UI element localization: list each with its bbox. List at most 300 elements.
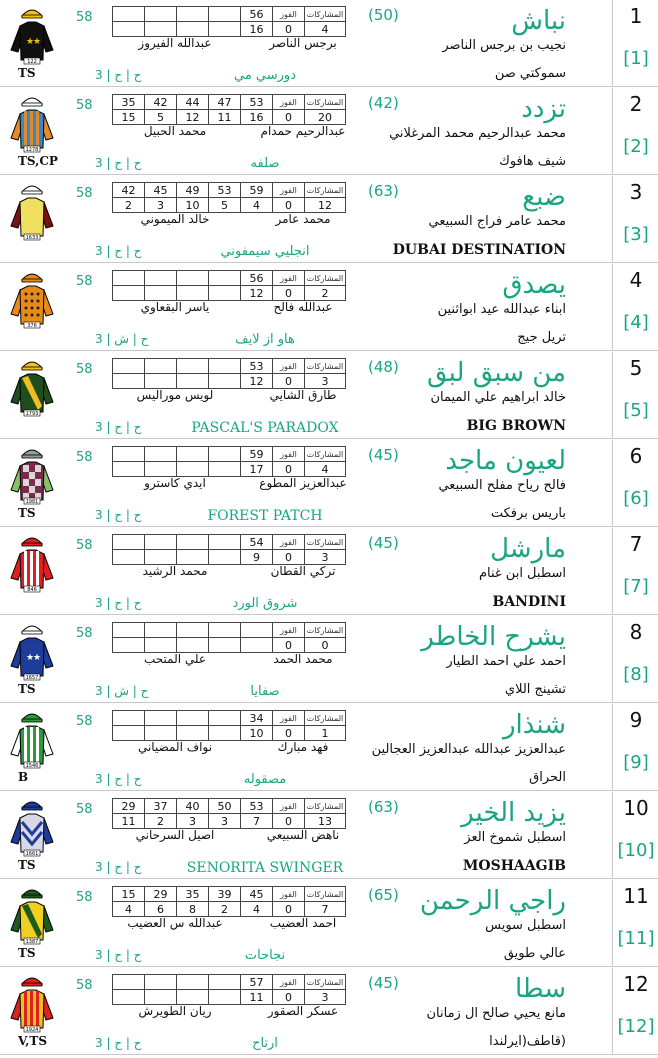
form-rating-cell: 57 xyxy=(241,975,273,990)
form-position-cell: 10 xyxy=(241,726,273,741)
trainer-name: تركي القطان xyxy=(270,564,336,578)
carried-weight: 58 xyxy=(76,10,93,25)
starts-count: 20 xyxy=(305,110,346,125)
form-position-cell: 3 xyxy=(177,814,209,829)
horse-name[interactable]: من سبق لبق xyxy=(426,358,566,388)
form-position-cell xyxy=(209,462,241,477)
sire-name: شيف هافوك xyxy=(499,154,566,169)
horse-row[interactable] xyxy=(0,704,658,791)
horse-row[interactable] xyxy=(0,352,658,439)
starts-label: المشاركات xyxy=(305,183,346,198)
svg-text:★: ★ xyxy=(26,653,35,663)
form-rating-cell xyxy=(209,359,241,374)
horse-number: 2 xyxy=(629,92,643,116)
owner-name: اسطبل شموخ العز xyxy=(464,830,566,845)
form-position-cell xyxy=(177,638,209,653)
starts-label: المشاركات xyxy=(305,359,346,374)
form-rating-cell: 53 xyxy=(241,359,273,374)
wins-count: 0 xyxy=(273,198,305,213)
horse-name[interactable]: يزيد الخير xyxy=(461,798,566,828)
trainer-name: احمد العضيب xyxy=(269,916,337,930)
jockey-silks-icon xyxy=(8,532,56,594)
form-position-cell xyxy=(145,462,177,477)
race-code: ح | ح | 3 xyxy=(95,772,142,786)
horse-number: 12 xyxy=(623,972,649,996)
horse-name[interactable]: نباش xyxy=(511,6,566,36)
starts-label: المشاركات xyxy=(305,95,346,110)
draw-number: [8] xyxy=(623,664,649,685)
form-rating-cell xyxy=(177,447,209,462)
horse-rating: (63) xyxy=(368,798,399,816)
jockey-silks-icon xyxy=(8,92,56,154)
jockey-silks-icon xyxy=(8,444,56,506)
form-rating-cell xyxy=(177,271,209,286)
form-position-cell xyxy=(177,22,209,37)
starts-count: 4 xyxy=(305,22,346,37)
form-rating-cell xyxy=(145,359,177,374)
horse-rating: (50) xyxy=(368,6,399,24)
draw-number: [1] xyxy=(623,48,649,69)
form-rating-cell xyxy=(177,535,209,550)
sire-name: الحراق xyxy=(529,770,566,785)
form-position-cell: 16 xyxy=(241,22,273,37)
wins-label: الفوز xyxy=(273,95,305,110)
form-rating-cell xyxy=(177,623,209,638)
form-position-cell: 10 xyxy=(177,198,209,213)
form-rating-cell: 53 xyxy=(209,183,241,198)
form-rating-cell xyxy=(145,535,177,550)
form-table xyxy=(112,886,346,917)
form-rating-cell: 29 xyxy=(113,799,145,814)
form-position-cell xyxy=(145,286,177,301)
form-position-cell: 16 xyxy=(241,110,273,125)
horse-row[interactable] xyxy=(0,880,658,967)
starts-count: 12 xyxy=(305,198,346,213)
form-position-cell: 2 xyxy=(209,902,241,917)
horse-row[interactable] xyxy=(0,440,658,527)
horse-number: 8 xyxy=(629,620,643,644)
form-rating-cell: 56 xyxy=(241,7,273,22)
race-code: ح | ش | 3 xyxy=(95,332,149,346)
wins-count: 0 xyxy=(273,374,305,389)
form-position-cell xyxy=(177,726,209,741)
starts-count: 0 xyxy=(305,638,346,653)
form-position-cell: 12 xyxy=(241,286,273,301)
dam-name: مصقوله xyxy=(243,772,287,787)
svg-text:1657: 1657 xyxy=(25,675,39,681)
form-rating-cell: 40 xyxy=(177,799,209,814)
form-rating-cell xyxy=(177,711,209,726)
form-rating-cell xyxy=(209,623,241,638)
form-position-cell: 11 xyxy=(209,110,241,125)
jockey-silks-icon xyxy=(8,180,56,242)
jockey-name: ايدي كاسترو xyxy=(144,476,206,490)
form-rating-cell xyxy=(209,7,241,22)
form-position-cell xyxy=(113,462,145,477)
carried-weight: 58 xyxy=(76,802,93,817)
horse-name[interactable]: شنذار xyxy=(502,710,566,740)
horse-number: 9 xyxy=(629,708,643,732)
form-rating-cell: 45 xyxy=(145,183,177,198)
form-position-cell xyxy=(145,638,177,653)
form-position-cell: 6 xyxy=(145,902,177,917)
draw-number: [7] xyxy=(623,576,649,597)
wins-label: الفوز xyxy=(273,799,305,814)
svg-text:376: 376 xyxy=(27,323,37,329)
dam-name: نجاحات xyxy=(244,948,286,963)
form-position-cell: 2 xyxy=(113,198,145,213)
horse-name[interactable]: راجي الرحمن xyxy=(419,886,566,916)
horse-row[interactable] xyxy=(0,0,658,87)
form-rating-cell xyxy=(145,7,177,22)
starts-count: 3 xyxy=(305,374,346,389)
owner-name: اسطبل ابن غنام xyxy=(478,566,566,581)
wins-label: الفوز xyxy=(273,7,305,22)
wins-label: الفوز xyxy=(273,711,305,726)
form-rating-cell xyxy=(113,359,145,374)
jockey-silks-icon xyxy=(8,884,56,946)
equipment-code: TS xyxy=(18,66,36,80)
race-code: ح | ح | 3 xyxy=(95,156,142,170)
form-rating-cell xyxy=(145,271,177,286)
horse-rating: (63) xyxy=(368,182,399,200)
form-rating-cell: 44 xyxy=(177,95,209,110)
horse-name[interactable]: لعيون ماجد xyxy=(445,446,566,476)
svg-text:★: ★ xyxy=(26,37,35,47)
svg-text:846: 846 xyxy=(27,587,37,593)
owner-name: عبدالعزيز عبدالله عبدالعزيز العجالين xyxy=(371,742,566,757)
sire-name: باريس برفكت xyxy=(490,506,566,521)
form-position-cell: 17 xyxy=(241,462,273,477)
horse-number: 5 xyxy=(629,356,643,380)
race-code: ح | ح | 3 xyxy=(95,244,142,258)
owner-name: ابناء عبدالله عيد ابواثنين xyxy=(437,302,566,317)
carried-weight: 58 xyxy=(76,890,93,905)
form-position-cell xyxy=(209,990,241,1005)
form-position-cell xyxy=(145,726,177,741)
draw-number: [5] xyxy=(623,400,649,421)
carried-weight: 58 xyxy=(76,978,93,993)
horse-rating: (45) xyxy=(368,974,399,992)
equipment-code: TS,CP xyxy=(18,154,58,168)
starts-count: 1 xyxy=(305,726,346,741)
horse-row[interactable] xyxy=(0,176,658,263)
horse-name[interactable]: يشرح الخاطر xyxy=(421,622,566,652)
horse-row[interactable] xyxy=(0,264,658,351)
horse-number: 1 xyxy=(629,4,643,28)
carried-weight: 58 xyxy=(76,186,93,201)
form-rating-cell: 45 xyxy=(241,887,273,902)
owner-name: خالد ابراهيم علي الميمان xyxy=(430,390,566,405)
trainer-name: عبدالله فالح xyxy=(273,300,333,314)
wins-count: 0 xyxy=(273,462,305,477)
form-rating-cell xyxy=(209,447,241,462)
starts-label: المشاركات xyxy=(305,447,346,462)
equipment-code: TS xyxy=(18,858,36,872)
form-table xyxy=(112,94,346,125)
form-rating-cell: 54 xyxy=(241,535,273,550)
form-rating-cell: 59 xyxy=(241,447,273,462)
form-table xyxy=(112,534,346,565)
form-rating-cell xyxy=(145,623,177,638)
form-rating-cell: 34 xyxy=(241,711,273,726)
form-rating-cell: 37 xyxy=(145,799,177,814)
jockey-silks-icon xyxy=(8,708,56,770)
trainer-name: طارق الشايي xyxy=(269,388,337,402)
starts-label: المشاركات xyxy=(305,975,346,990)
jockey-name: ياسر البقعاوي xyxy=(140,300,210,314)
form-position-cell xyxy=(113,286,145,301)
form-rating-cell xyxy=(177,7,209,22)
starts-label: المشاركات xyxy=(305,799,346,814)
svg-text:1981: 1981 xyxy=(25,499,39,505)
form-position-cell xyxy=(145,990,177,1005)
form-rating-cell: 42 xyxy=(145,95,177,110)
sire-name: تشينج اللاي xyxy=(504,682,566,697)
sire-name: عالي طويق xyxy=(503,946,566,961)
dam-name: FOREST PATCH xyxy=(207,508,323,524)
column-divider xyxy=(612,968,613,1054)
trainer-name: عبدالعزيز المطوع xyxy=(259,476,347,490)
form-table xyxy=(112,974,346,1005)
form-position-cell xyxy=(177,286,209,301)
horse-name[interactable]: سطا xyxy=(514,974,566,1004)
form-table xyxy=(112,358,346,389)
jockey-name: ريان الطويرش xyxy=(138,1004,212,1018)
race-code: ح | ش | 3 xyxy=(95,684,149,698)
dam-name: هاو از لايف xyxy=(235,332,295,347)
wins-label: الفوز xyxy=(273,975,305,990)
horse-rating: (45) xyxy=(368,534,399,552)
form-position-cell xyxy=(113,374,145,389)
wins-label: الفوز xyxy=(273,271,305,286)
horse-row[interactable] xyxy=(0,88,658,175)
jockey-name: محمد الرشيد xyxy=(142,564,208,578)
jockey-silks-icon xyxy=(8,972,56,1034)
horse-name[interactable]: ضبع xyxy=(522,182,566,212)
jockey-silks-icon xyxy=(8,356,56,418)
draw-number: [2] xyxy=(623,136,649,157)
form-rating-cell xyxy=(113,271,145,286)
form-position-cell xyxy=(145,374,177,389)
svg-text:1924: 1924 xyxy=(25,1027,39,1033)
carried-weight: 58 xyxy=(76,626,93,641)
trainer-name: محمد الحمد xyxy=(273,652,333,666)
form-rating-cell: 59 xyxy=(241,183,273,198)
horse-row[interactable] xyxy=(0,528,658,615)
owner-name: احمد علي احمد الطيار xyxy=(446,654,566,669)
form-position-cell xyxy=(177,990,209,1005)
horse-name[interactable]: تزدد xyxy=(521,94,566,124)
column-divider xyxy=(612,88,613,174)
owner-name: مانع يحيي صالح ال زمانان xyxy=(426,1006,566,1021)
form-rating-cell: 29 xyxy=(145,887,177,902)
form-position-cell: 5 xyxy=(209,198,241,213)
form-position-cell: 9 xyxy=(241,550,273,565)
equipment-code: B xyxy=(18,770,29,784)
form-position-cell xyxy=(177,374,209,389)
dam-name: صلفه xyxy=(250,156,280,171)
sire-name: سموكتي صن xyxy=(494,66,566,81)
form-rating-cell xyxy=(113,7,145,22)
form-position-cell xyxy=(113,726,145,741)
form-position-cell: 12 xyxy=(241,374,273,389)
svg-text:1793: 1793 xyxy=(25,411,39,417)
starts-count: 13 xyxy=(305,814,346,829)
horse-row[interactable] xyxy=(0,616,658,703)
svg-text:★: ★ xyxy=(33,37,42,47)
wins-label: الفوز xyxy=(273,359,305,374)
horse-name[interactable]: مارشل xyxy=(490,534,566,564)
form-position-cell xyxy=(209,286,241,301)
horse-rating: (45) xyxy=(368,446,399,464)
form-rating-cell xyxy=(145,447,177,462)
owner-name: فالح رياح مفلح السبيعي xyxy=(438,478,566,493)
horse-row[interactable] xyxy=(0,968,658,1055)
draw-number: [10] xyxy=(617,840,655,861)
form-rating-cell xyxy=(113,711,145,726)
starts-label: المشاركات xyxy=(305,711,346,726)
form-table xyxy=(112,622,346,653)
form-rating-cell xyxy=(177,975,209,990)
jockey-name: عبدالله الفيروز xyxy=(138,36,212,50)
wins-count: 0 xyxy=(273,726,305,741)
sire-name: (قاطف(ايرلندا xyxy=(489,1034,566,1049)
dam-name: صفايا xyxy=(250,684,280,699)
form-table xyxy=(112,270,346,301)
form-rating-cell xyxy=(241,623,273,638)
starts-label: المشاركات xyxy=(305,7,346,22)
trainer-name: برجس الناصر xyxy=(269,36,337,50)
horse-number: 10 xyxy=(623,796,649,820)
owner-name: اسطبل سويس xyxy=(485,918,566,933)
trainer-name: ناهض السبيعي xyxy=(266,828,340,842)
horse-rating: (48) xyxy=(368,358,399,376)
form-rating-cell: 42 xyxy=(113,183,145,198)
form-position-cell: 15 xyxy=(113,110,145,125)
carried-weight: 58 xyxy=(76,362,93,377)
draw-number: [4] xyxy=(623,312,649,333)
dam-name: دورسي مي xyxy=(233,68,296,83)
form-rating-cell xyxy=(145,975,177,990)
dam-name: ارتاح xyxy=(252,1036,278,1051)
form-table xyxy=(112,446,346,477)
draw-number: [9] xyxy=(623,752,649,773)
wins-count: 0 xyxy=(273,814,305,829)
wins-label: الفوز xyxy=(273,447,305,462)
jockey-silks-icon xyxy=(8,268,56,330)
wins-count: 0 xyxy=(273,902,305,917)
column-divider xyxy=(612,528,613,614)
form-rating-cell xyxy=(209,711,241,726)
form-rating-cell xyxy=(113,447,145,462)
form-rating-cell xyxy=(145,711,177,726)
form-position-cell xyxy=(145,22,177,37)
form-position-cell: 4 xyxy=(241,902,273,917)
jockey-silks-icon xyxy=(8,4,56,66)
svg-text:1633: 1633 xyxy=(25,235,39,241)
form-table xyxy=(112,182,346,213)
svg-text:★: ★ xyxy=(33,653,42,663)
horse-row[interactable] xyxy=(0,792,658,879)
form-rating-cell xyxy=(209,535,241,550)
form-rating-cell: 39 xyxy=(209,887,241,902)
form-rating-cell: 47 xyxy=(209,95,241,110)
draw-number: [12] xyxy=(617,1016,655,1037)
form-position-cell xyxy=(209,374,241,389)
horse-number: 3 xyxy=(629,180,643,204)
race-code: ح | ح | 3 xyxy=(95,420,142,434)
wins-count: 0 xyxy=(273,638,305,653)
carried-weight: 58 xyxy=(76,714,93,729)
starts-label: المشاركات xyxy=(305,271,346,286)
owner-name: محمد عبدالرحيم محمد المرغلاني xyxy=(389,126,566,141)
dam-name: PASCAL'S PARADOX xyxy=(191,420,339,436)
wins-count: 0 xyxy=(273,550,305,565)
jockey-name: خالد الميموني xyxy=(140,212,210,226)
sire-name: BANDINI xyxy=(492,594,566,610)
horse-name[interactable]: يصدق xyxy=(502,270,566,300)
equipment-code: TS xyxy=(18,506,36,520)
equipment-code: TS xyxy=(18,682,36,696)
form-rating-cell: 56 xyxy=(241,271,273,286)
dam-name: SENORITA SWINGER xyxy=(186,860,344,876)
form-position-cell xyxy=(209,550,241,565)
wins-label: الفوز xyxy=(273,887,305,902)
dam-name: شروق الورد xyxy=(232,596,298,611)
form-position-cell xyxy=(209,638,241,653)
draw-number: [11] xyxy=(617,928,655,949)
form-rating-cell: 35 xyxy=(177,887,209,902)
form-rating-cell: 53 xyxy=(241,95,273,110)
column-divider xyxy=(612,264,613,350)
svg-text:1546: 1546 xyxy=(25,763,39,769)
wins-count: 0 xyxy=(273,286,305,301)
svg-text:1661: 1661 xyxy=(25,851,39,857)
column-divider xyxy=(612,880,613,966)
form-rating-cell: 35 xyxy=(113,95,145,110)
race-code: ح | ح | 3 xyxy=(95,596,142,610)
form-position-cell xyxy=(145,550,177,565)
jockey-name: اصيل السرحاني xyxy=(135,828,215,842)
form-position-cell xyxy=(241,638,273,653)
horse-rating: (42) xyxy=(368,94,399,112)
jockey-name: علي المتحب xyxy=(143,652,207,666)
form-position-cell: 2 xyxy=(145,814,177,829)
race-code: ح | ح | 3 xyxy=(95,1036,142,1050)
trainer-name: فهد مبارك xyxy=(277,740,329,754)
horse-number: 11 xyxy=(623,884,649,908)
wins-count: 0 xyxy=(273,990,305,1005)
sire-name: MOSHAAGIB xyxy=(462,858,566,874)
horse-rating: (65) xyxy=(368,886,399,904)
race-code: ح | ح | 3 xyxy=(95,860,142,874)
carried-weight: 58 xyxy=(76,450,93,465)
wins-label: الفوز xyxy=(273,623,305,638)
form-rating-cell xyxy=(209,975,241,990)
starts-label: المشاركات xyxy=(305,535,346,550)
column-divider xyxy=(612,352,613,438)
form-position-cell xyxy=(209,726,241,741)
sire-name: تريل جيج xyxy=(517,330,566,345)
form-rating-cell xyxy=(209,271,241,286)
jockey-silks-icon xyxy=(8,620,56,682)
form-rating-cell: 50 xyxy=(209,799,241,814)
form-rating-cell xyxy=(113,975,145,990)
horse-number: 4 xyxy=(629,268,643,292)
form-position-cell xyxy=(113,550,145,565)
starts-label: المشاركات xyxy=(305,887,346,902)
